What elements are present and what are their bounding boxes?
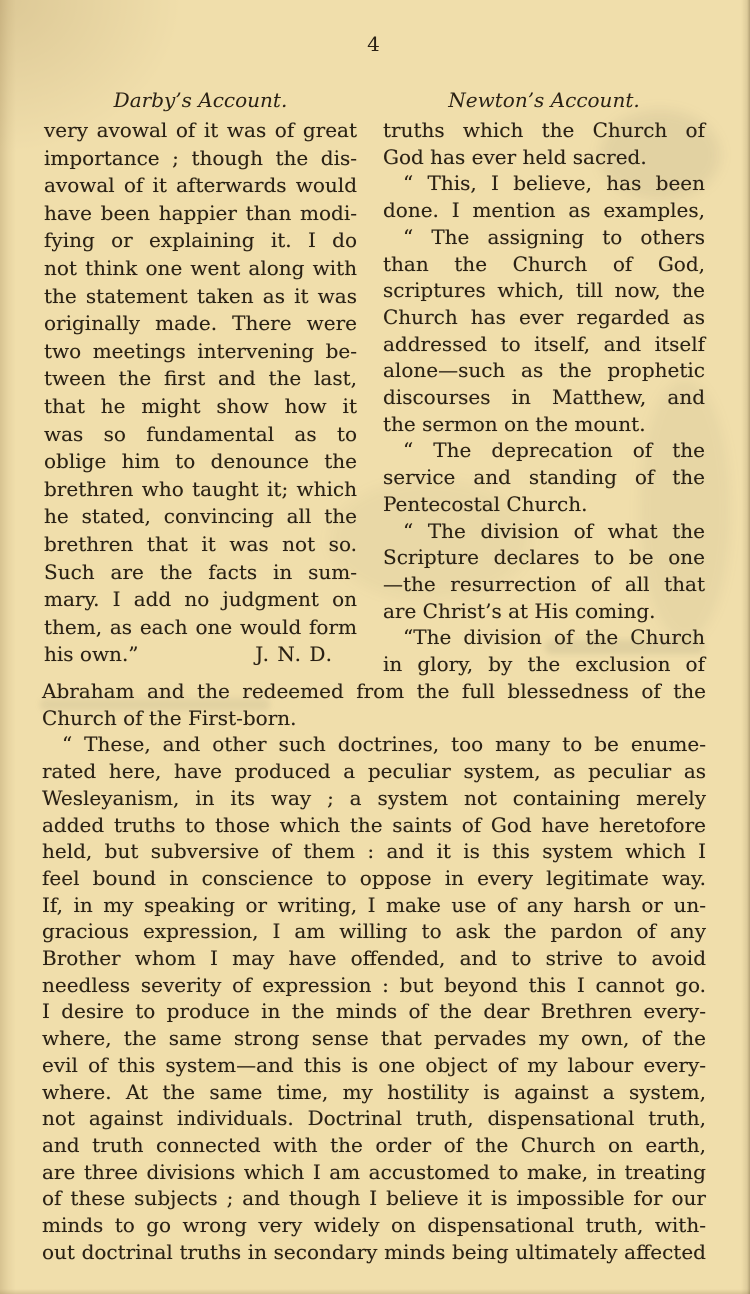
text-line: held, but subversive of them : and it is this system which I bbox=[42, 839, 706, 864]
text-line: discourses in Matthew, and bbox=[383, 385, 705, 410]
text-line: Scripture declares to be one bbox=[383, 545, 705, 570]
text-line: Pentecostal Church. bbox=[383, 491, 588, 516]
text-line: gracious expression, I am willing to ask the pardon of any bbox=[42, 919, 706, 944]
text-line: the statement taken as it was bbox=[44, 283, 357, 308]
text-line: are three divisions which I am accustomed to make, in treating bbox=[42, 1159, 706, 1184]
text-line: have been happier than modi- bbox=[44, 200, 357, 225]
text-line: and truth connected with the order of the Church on earth, bbox=[42, 1132, 706, 1157]
text-line: where, the same strong sense that pervades my own, of the bbox=[42, 1026, 706, 1051]
newton-account-column bbox=[383, 86, 705, 678]
text-line: addressed to itself, and itself bbox=[383, 331, 705, 356]
darby-account-column bbox=[44, 86, 357, 678]
text-line: rated here, have produced a peculiar system, as peculiar as bbox=[42, 759, 706, 784]
text-line: importance ; though the dis- bbox=[44, 145, 357, 170]
text-line: If, in my speaking or writing, I make use of any harsh or un- bbox=[42, 892, 706, 917]
text-line: very avowal of it was of great bbox=[44, 118, 357, 142]
text-line: the sermon on the mount. bbox=[383, 411, 646, 436]
text-line: “ The deprecation of the bbox=[403, 438, 705, 463]
text-line: two meetings intervening be- bbox=[44, 338, 357, 363]
full-width-text bbox=[42, 678, 706, 1265]
text-line: evil of this system—and this is one object of my labour every- bbox=[42, 1052, 706, 1077]
text-line: Brother whom I may have offended, and to strive to avoid bbox=[42, 946, 706, 971]
text-line: mary. I add no judgment on bbox=[44, 587, 357, 612]
text-line: Church has ever regarded as bbox=[383, 304, 705, 329]
text-line: “ The division of what the bbox=[403, 518, 705, 543]
text-line: Such are the facts in sum- bbox=[44, 559, 357, 584]
text-line: added truths to those which the saints of God have heretofore bbox=[42, 812, 706, 837]
text-line: avowal of it afterwards would bbox=[44, 173, 357, 198]
text-line: Church of the First-born. bbox=[42, 705, 297, 730]
text-line: where. At the same time, my hostility is against a system, bbox=[42, 1079, 706, 1104]
text-line: of these subjects ; and though I believe it is impossible for our bbox=[42, 1186, 706, 1211]
signature-line bbox=[44, 641, 357, 669]
text-line: in glory, by the exclusion of bbox=[383, 652, 705, 677]
text-line: not against individuals. Doctrinal truth, dispensational truth, bbox=[42, 1106, 706, 1131]
text-line: fying or explaining it. I do bbox=[44, 228, 357, 253]
text-line: “The division of the Church bbox=[403, 625, 705, 650]
text-line: —the resurrection of all that bbox=[383, 571, 705, 596]
text-line: brethren that it was not so. bbox=[44, 531, 357, 556]
text-line: “ The assigning to others bbox=[403, 224, 705, 249]
two-column-section bbox=[44, 86, 705, 678]
text-line: I desire to produce in the minds of the dear Brethren every- bbox=[42, 999, 706, 1024]
text-line: service and standing of the bbox=[383, 465, 705, 490]
text-line: alone—such as the prophetic bbox=[383, 358, 705, 383]
text-line: truths which the Church of bbox=[383, 118, 705, 142]
text-line: Abraham and the redeemed from the full blessedness of the bbox=[42, 679, 706, 703]
text-line: are Christ’s at His coming. bbox=[383, 598, 656, 623]
text-line: them, as each one would form bbox=[44, 614, 357, 639]
darby-account-heading: Darby’s Account. bbox=[113, 88, 288, 112]
text-line: oblige him to denounce the bbox=[44, 449, 357, 474]
darby-account-text bbox=[44, 117, 357, 641]
text-line: not think one went along with bbox=[44, 255, 357, 280]
text-line: minds to go wrong very widely on dispensational truth, with- bbox=[42, 1213, 706, 1238]
newton-account-heading: Newton’s Account. bbox=[448, 88, 640, 112]
text-line: scriptures which, till now, the bbox=[383, 278, 705, 303]
text-line: tween the first and the last, bbox=[44, 366, 357, 391]
author-initials: J. N. D. bbox=[255, 642, 333, 667]
newton-account-text bbox=[383, 117, 705, 678]
text-line: needless severity of expression : but beyond this I cannot go. bbox=[42, 972, 706, 997]
text-line: he stated, convincing all the bbox=[44, 504, 357, 529]
text-line: than the Church of God, bbox=[383, 251, 705, 276]
text-line: “ These, and other such doctrines, too many to be enume- bbox=[62, 732, 706, 757]
text-line: done. I mention as examples, bbox=[383, 198, 705, 223]
text-line: God has ever held sacred. bbox=[383, 144, 647, 169]
text-line: was so fundamental as to bbox=[44, 421, 357, 446]
page-number: 4 bbox=[367, 32, 381, 56]
text-line: that he might show how it bbox=[44, 393, 357, 418]
text-line: “ This, I believe, has been bbox=[403, 171, 705, 196]
closing-text: his own.” bbox=[44, 642, 139, 667]
text-line: brethren who taught it; which bbox=[44, 476, 357, 501]
text-line: out doctrinal truths in secondary minds being ultimately affected bbox=[42, 1239, 706, 1264]
text-line: originally made. There were bbox=[44, 311, 357, 336]
text-line: Wesleyanism, in its way ; a system not containing merely bbox=[42, 785, 706, 810]
text-line: feel bound in conscience to oppose in every legitimate way. bbox=[42, 865, 706, 890]
